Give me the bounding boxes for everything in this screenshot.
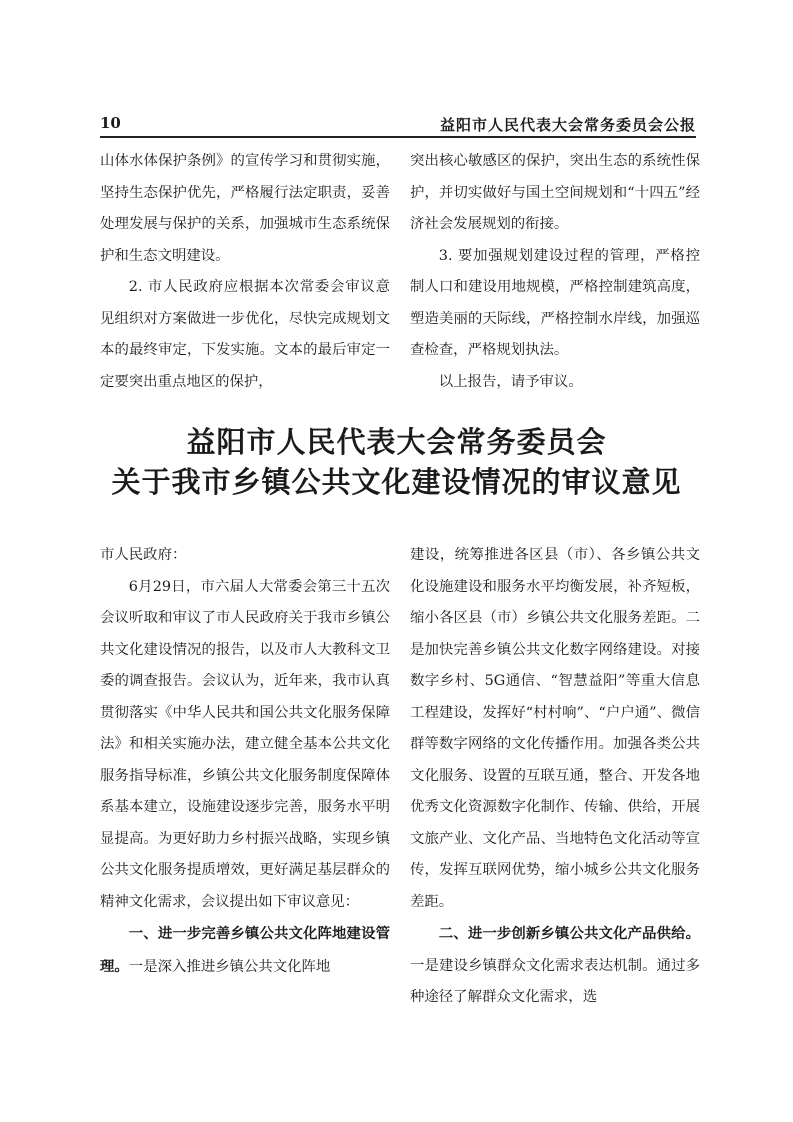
journal-name: 益阳市人民代表大会常务委员会公报	[439, 116, 696, 134]
section1-paragraph-continued: 建设，统筹推进各区县（市）、各乡镇公共文化设施建设和服务水平均衡发展，补齐短板，缩小各区县（市）乡镇公共文化服务差距。二是加快完善乡镇公共文化数字网络建设。对接数字乡村、5G通信、“智慧益阳”等重大信息工程建设，发挥好“村村响”、“户户通”、微信群等数字网络的文化传播作用。加强各类公共文化服务、设置的互联互通，整合、开发各地优秀文化资源数字化制作、传输、供给，开展文旅产业、文化产品、当地特色文化活动等宣传，发挥互联网优势，缩小城乡公共文化服务差距。	[410, 547, 700, 910]
page-number: 10	[100, 114, 121, 132]
prev-article-left-column	[100, 146, 390, 398]
intro-paragraph: 6月29日，市六届人大常委会第三十五次会议听取和审议了市人民政府关于我市乡镇公共文化建设情况的报告，以及市人大教科文卫委的调查报告。会议认为，近年来，我市认真贯彻落实《中华人民共和国公共文化服务保障法》和相关实施办法，建立健全基本公共文化服务指导标准，乡镇公共文化服务制度保障体系基本建立，设施建设逐步完善，服务水平明显提高。为更好助力乡村振兴战略，实现乡镇公共文化服务提质增效，更好满足基层群众的精神文化需求，会议提出如下审议意见：	[100, 578, 390, 910]
article-left-column	[100, 540, 390, 983]
prev-paragraph-continued: 山体水体保护条例》的宣传学习和贯彻实施，坚持生态保护优先，严格履行法定职责，妥善处理发展与保护的关系，加强城市生态系统保护和生态文明建设。	[100, 153, 390, 264]
section2-heading: 二、进一步创新乡镇公共文化产品供给。	[438, 925, 700, 942]
article-title-line2: 关于我市乡镇公共文化建设情况的审议意见	[111, 465, 682, 499]
salutation: 市人民政府：	[100, 547, 187, 563]
section1-text: 一是深入推进乡镇公共文化阵地	[128, 958, 331, 975]
page-header	[100, 112, 696, 136]
article-title-line1: 益阳市人民代表大会常务委员会	[186, 425, 607, 459]
section1-heading: 一、进一步完善乡镇公共文化阵地建设管理。	[100, 925, 390, 975]
prev-paragraph-item-3: 3. 要加强规划建设过程的管理，严格控制人口和建设用地规模，严格控制建筑高度，塑造美丽的天际线，严格控制水岸线，加强巡查检查，严格规划执法。	[410, 247, 700, 358]
prev-paragraph-item-2: 2. 市人民政府应根据本次常委会审议意见组织对方案做进一步优化，尽快完成规划文本的最终审定，下发实施。文本的最后审定一定要突出重点地区的保护，	[100, 279, 390, 390]
header-rule	[100, 136, 696, 138]
prev-paragraph-item-2-continued: 突出核心敏感区的保护，突出生态的系统性保护，并切实做好与国土空间规划和“十四五”经济社会发展规划的衔接。	[410, 153, 700, 232]
section2-text: 一是建设乡镇群众文化需求表达机制。通过多种途径了解群众文化需求，选	[410, 957, 700, 1005]
section2-paragraph	[410, 918, 700, 1014]
section1-paragraph	[100, 918, 390, 983]
prev-closing-line: 以上报告，请予审议。	[438, 373, 583, 390]
prev-article-right-column	[410, 146, 700, 398]
article-right-column	[410, 540, 700, 1014]
